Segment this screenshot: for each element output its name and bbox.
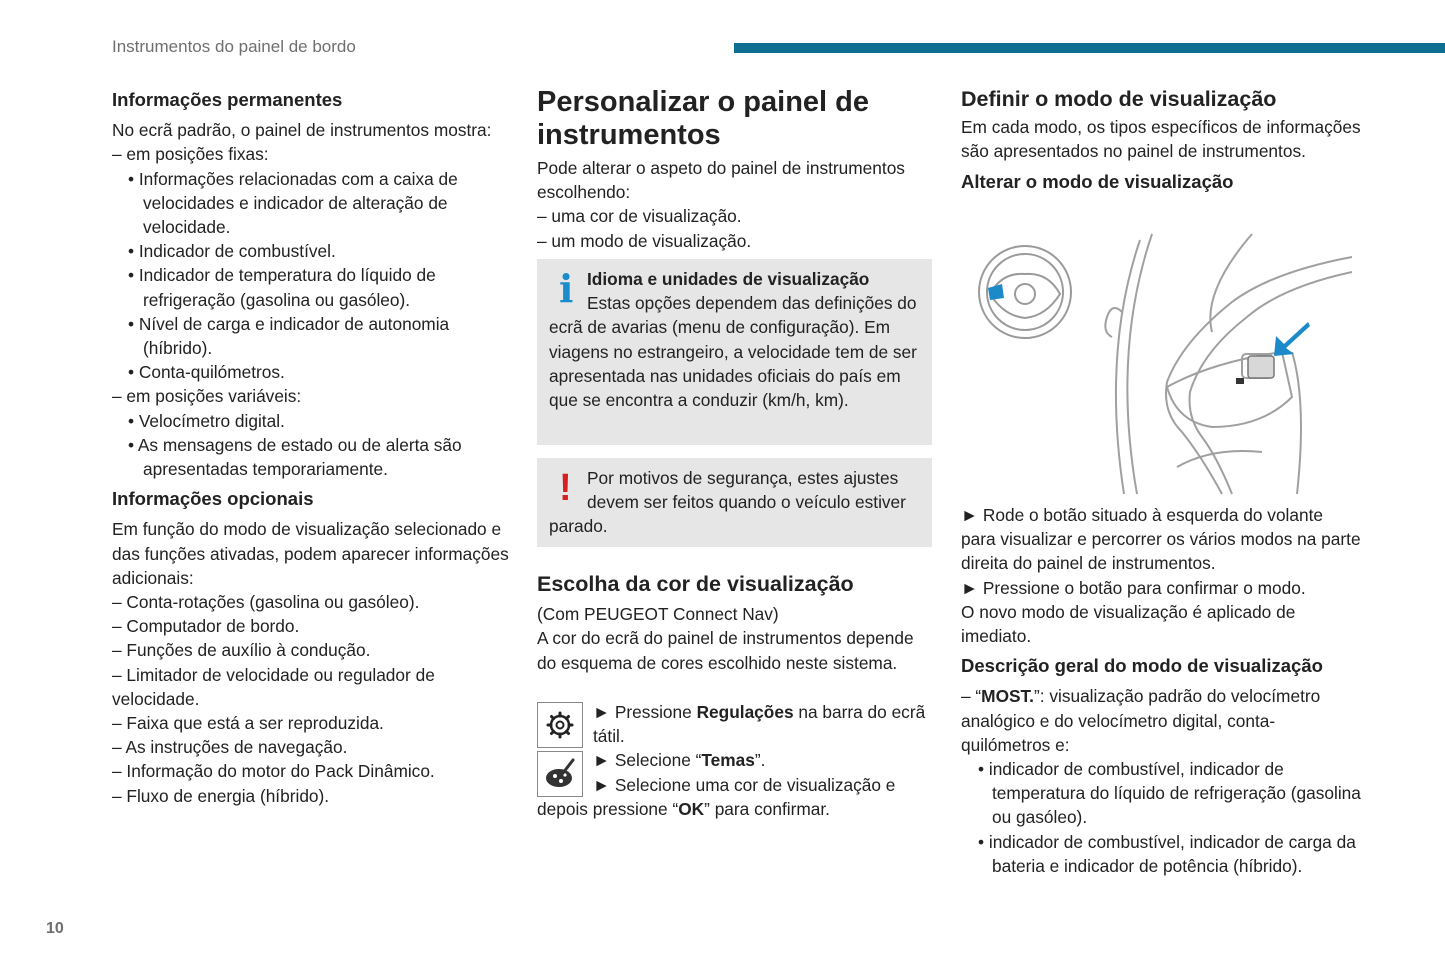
permanent-info-intro: No ecrã padrão, o painel de instrumentos mostra: — [112, 120, 492, 141]
list-item: – Computador de bordo. — [112, 616, 300, 637]
page-number: 10 — [46, 920, 64, 937]
list-item: • Nível de carga e indicador de autonomia (híbrido). — [128, 313, 450, 359]
header-accent-bar — [734, 43, 1445, 53]
info-icon: i — [559, 266, 574, 311]
warning-note — [537, 458, 932, 547]
steering-wheel-illustration — [962, 232, 1354, 498]
step-1: ► Pressione Regulações na barra do ecrã tátil. — [593, 702, 926, 747]
mode-text: Em cada modo, os tipos específicos de informações são apresentados no painel de instrumentos. — [961, 117, 1361, 162]
list-item: – Faixa que está a ser reproduzida. — [112, 713, 384, 734]
list-item: – Limitador de velocidade ou regulador de velocidade. — [112, 664, 435, 709]
customize-intro: Pode alterar o aspeto do painel de instrumentos escolhendo: — [537, 158, 905, 203]
list-item: • Informações relacionadas com a caixa de velocidades e indicador de alteração de velocidade. — [128, 168, 458, 238]
list-item: – As instruções de navegação. — [112, 737, 348, 758]
change-mode-heading: Alterar o modo de visualização — [961, 170, 1234, 192]
fixed-positions-label: – em posições fixas: — [112, 144, 269, 165]
list-item: • indicador de combustível, indicador de carga da bateria e indicador de potência (híbrido). — [978, 831, 1356, 876]
info-note-title: Idioma e unidades de visualização — [587, 269, 870, 289]
instruction-3: O novo modo de visualização é aplicado de imediato. — [961, 601, 1296, 647]
instruction-2: ► Pressione o botão para confirmar o modo. — [961, 577, 1306, 598]
column-right — [961, 87, 1361, 194]
color-text: A cor do ecrã do painel de instrumentos depende do esquema de cores escolhido neste sistema. — [537, 628, 914, 673]
list-item: – Funções de auxílio à condução. — [112, 640, 371, 661]
color-heading: Escolha da cor de visualização — [537, 572, 854, 596]
step-3: ► Selecione uma cor de visualização e depois pressione “OK” para confirmar. — [537, 774, 896, 819]
color-steps — [537, 700, 933, 821]
list-item: • indicador de combustível, indicador de temperatura do líquido de refrigeração (gasolina ou gasóleo). — [978, 759, 1361, 828]
list-item: – uma cor de visualização. — [537, 206, 742, 227]
running-header: Instrumentos do painel de bordo — [112, 37, 356, 56]
color-section — [537, 572, 933, 675]
change-mode-instructions — [961, 503, 1361, 878]
optional-info-intro: Em função do modo de visualização selecionado e das funções ativadas, podem aparecer informações adicionais: — [112, 519, 509, 588]
list-item: – Conta-rotações (gasolina ou gasóleo). — [112, 592, 420, 613]
list-item: • Velocímetro digital. — [128, 410, 285, 431]
column-middle — [537, 86, 933, 253]
permanent-info-heading: Informações permanentes — [112, 89, 343, 110]
optional-info-heading: Informações opcionais — [112, 488, 314, 510]
column-left — [112, 88, 512, 808]
variable-positions-label: – em posições variáveis: — [112, 386, 302, 407]
description-heading: Descrição geral do modo de visualização — [961, 655, 1323, 677]
most-mode-description: – “MOST.”: visualização padrão do velocímetro analógico e do velocímetro digital, conta-quilómetros e: — [961, 686, 1321, 755]
list-item: • Indicador de temperatura do líquido de refrigeração (gasolina ou gasóleo). — [128, 265, 436, 310]
color-subtitle: (Com PEUGEOT Connect Nav) — [537, 604, 779, 625]
step-2: ► Selecione “Temas”. — [593, 750, 766, 771]
instruction-1: ► Rode o botão situado à esquerda do volante para visualizar e percorrer os vários modos na parte direita do painel de instrumentos. — [961, 505, 1361, 574]
page-title: Personalizar o painel de instrumentos — [537, 86, 869, 151]
list-item: • Conta-quilómetros. — [128, 362, 285, 383]
list-item: – Informação do motor do Pack Dinâmico. — [112, 761, 435, 782]
list-item: – um modo de visualização. — [537, 230, 752, 251]
mode-heading: Definir o modo de visualização — [961, 87, 1277, 111]
list-item: • As mensagens de estado ou de alerta são apresentadas temporariamente. — [128, 434, 462, 480]
info-note-text: Estas opções dependem das definições do ecrã de avarias (menu de configuração). Em viagens no estrangeiro, a velocidade tem de ser apresentada nas unidades oficiais do país em que se encontra a conduzir (km/h, km). — [549, 293, 917, 411]
list-item: – Fluxo de energia (híbrido). — [112, 785, 330, 806]
info-note — [537, 259, 932, 445]
warning-note-text: Por motivos de segurança, estes ajustes devem ser feitos quando o veículo estiver parado. — [549, 468, 906, 537]
warning-icon: ! — [559, 467, 572, 509]
list-item: • Indicador de combustível. — [128, 241, 336, 262]
